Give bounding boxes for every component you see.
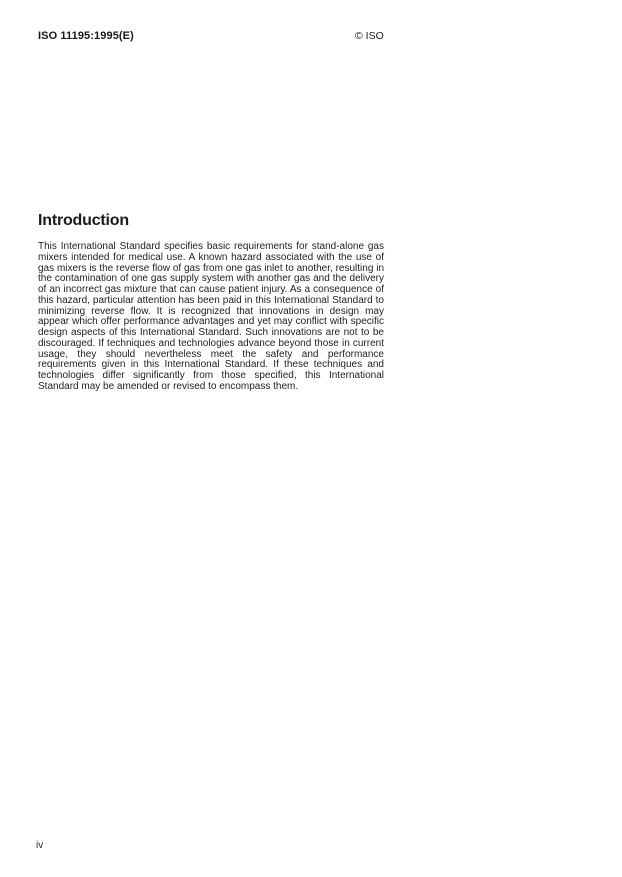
introduction-paragraph: This International Standard specifies basic requirements for stand-alone gas mixers intended for medical use. A known hazard associated with the use of gas mixers is the reverse flow of gas from one gas inlet to another, resulting in the contamination of one gas supply system with another gas and the delivery of an incorrect gas mixture that can cause patient injury. As a consequence of this hazard, particular attention has been paid in this International Standard to minimizing reverse flow. It is recognized that innovations in design may appear which offer performance advantages and yet may conflict with specific design aspects of this International Standard. Such innovations are not to be discouraged. If techniques and technologies advance beyond those in current usage, they should nevertheless meet the safety and performance requirements given in this International Standard. If these techniques and technologies differ significantly from those specified, this International Standard may be amended or revised to encompass them. [38, 241, 384, 392]
page-number: iv [36, 840, 44, 851]
document-identifier: ISO 11195:1995(E) [38, 30, 134, 42]
copyright-notice: © ISO [355, 30, 384, 42]
section-title: Introduction [38, 212, 129, 229]
